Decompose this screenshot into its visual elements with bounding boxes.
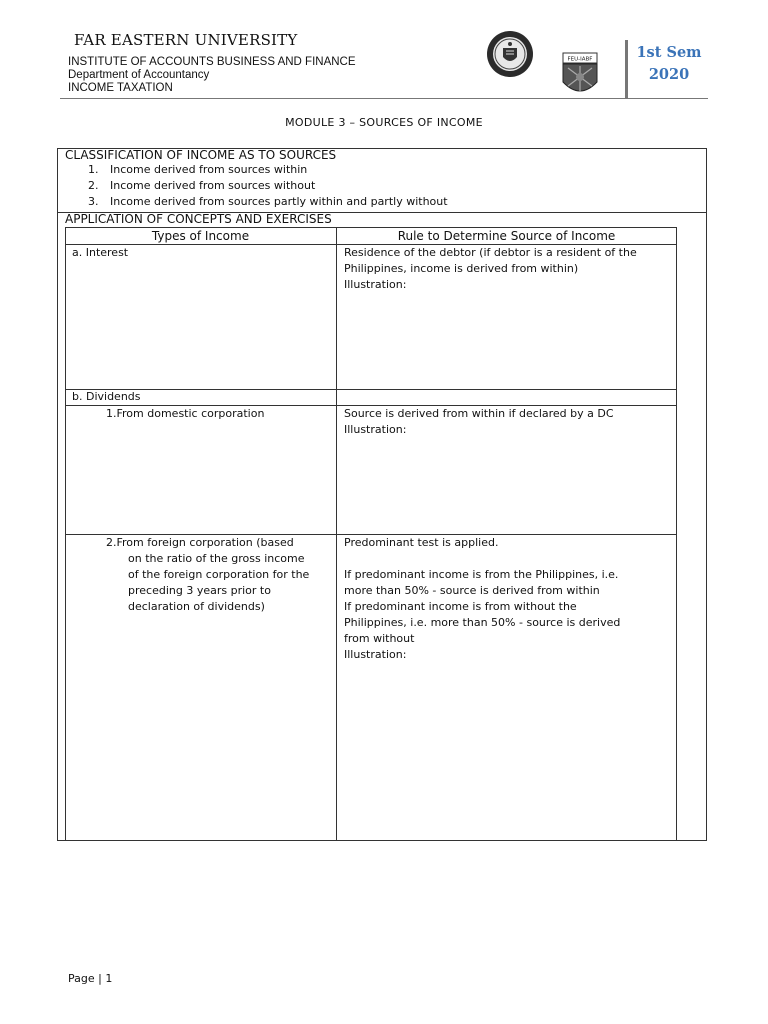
semester-label: 1st Sem — [636, 44, 702, 61]
item-number: 3. — [88, 195, 99, 208]
item-text: Income derived from sources within — [110, 163, 308, 176]
classification-item — [88, 179, 648, 193]
institute-name: INSTITUTE OF ACCOUNTS BUSINESS AND FINANCE — [68, 56, 356, 68]
item-number: 2. — [88, 179, 99, 192]
header-rule — [60, 98, 708, 99]
department-name: Department of Accountancy — [68, 69, 210, 81]
classification-item — [88, 195, 648, 209]
svg-text:FEU-IABF: FEU-IABF — [567, 56, 593, 63]
foreign-corporation-rule: Predominant test is applied. If predominant income is from the Philippines, i.e. more than 50% - source is derived from within If predominant income is from without the Philippines, i.e. more than 50% - source is derived from without Illustration: — [344, 536, 621, 661]
feu-iabf-crest-icon — [562, 52, 598, 98]
item-text: Income derived from sources without — [110, 179, 316, 192]
classification-item — [88, 163, 648, 177]
year-label: 2020 — [648, 66, 690, 83]
course-name: INCOME TAXATION — [68, 82, 173, 94]
column-header-types: Types of Income — [151, 229, 250, 243]
domestic-corporation-label: 1.From domestic corporation — [106, 407, 265, 420]
dividends-label: b. Dividends — [72, 390, 141, 403]
interest-rule: Residence of the debtor (if debtor is a resident of the Philippines, income is derived from within) Illustration: — [344, 246, 637, 291]
classification-heading: CLASSIFICATION OF INCOME AS TO SOURCES — [65, 148, 337, 162]
application-heading: APPLICATION OF CONCEPTS AND EXERCISES — [65, 212, 332, 226]
domestic-corporation-rule: Source is derived from within if declared by a DC Illustration: — [344, 407, 614, 436]
page-number: Page | 1 — [68, 972, 113, 985]
header-divider — [625, 40, 628, 98]
interest-label: a. Interest — [72, 246, 129, 259]
university-seal-icon — [486, 30, 534, 78]
university-name: FAR EASTERN UNIVERSITY — [74, 31, 298, 49]
item-number: 1. — [88, 163, 99, 176]
foreign-corporation-label: 2.From foreign corporation (based on the ratio of the gross income of the foreign corporation for the preceding 3 years prior to declaration of dividends) — [106, 536, 310, 613]
row-rule — [65, 389, 677, 390]
column-header-rule: Rule to Determine Source of Income — [397, 229, 616, 243]
item-text: Income derived from sources partly within and partly without — [110, 195, 448, 208]
module-title: MODULE 3 – SOURCES OF INCOME — [285, 116, 483, 129]
